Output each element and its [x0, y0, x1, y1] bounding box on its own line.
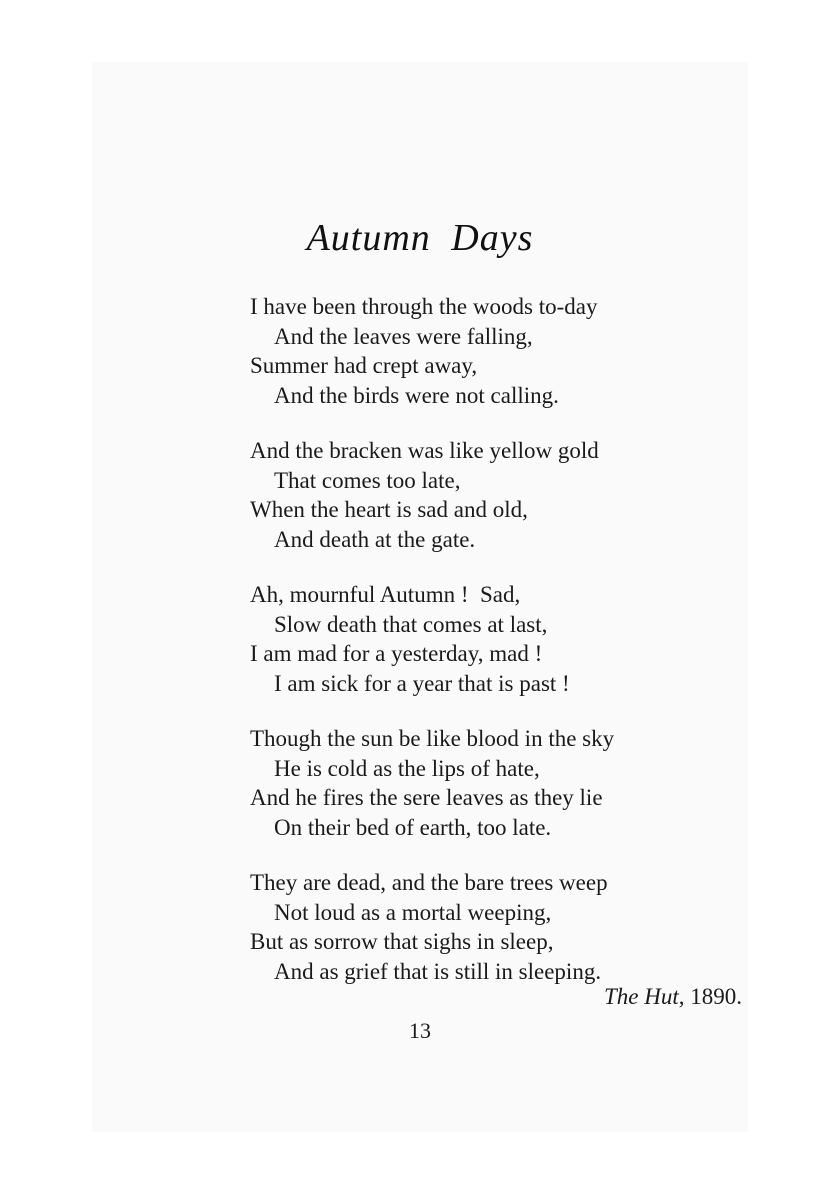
poem-title: Autumn Days: [306, 217, 534, 259]
poem-line: And the bracken was like yellow gold: [250, 438, 599, 463]
poem-line: And the leaves were falling,: [274, 323, 533, 349]
stanza-3: [250, 580, 730, 698]
stanza-1: [250, 292, 730, 410]
poem-line: And he fires the sere leaves as they lie: [250, 785, 603, 810]
stanza-5: [250, 868, 730, 986]
poem-line: I am sick for a year that is past !: [274, 670, 570, 696]
poem-line: When the heart is sad and old,: [250, 497, 528, 522]
poem-line: They are dead, and the bare trees weep: [250, 870, 608, 895]
poem-line: Slow death that comes at last,: [274, 611, 548, 637]
signature-place: The Hut: [604, 984, 679, 1009]
signature-year: 1890.: [690, 984, 742, 1009]
stanza-4: [250, 724, 730, 842]
stanza-2: [250, 436, 730, 554]
poem-line: That comes too late,: [274, 467, 461, 493]
poem-line: Though the sun be like blood in the sky: [250, 726, 615, 751]
poem-line: And the birds were not calling.: [274, 382, 559, 408]
signature: [604, 984, 742, 1010]
poem-line: But as sorrow that sighs in sleep,: [250, 929, 554, 954]
signature-separator: ,: [678, 984, 691, 1009]
poem-line: Ah, mournful Autumn ! Sad,: [250, 582, 521, 607]
page-number: 13: [409, 1018, 431, 1043]
poem-line: I have been through the woods to-day: [250, 294, 598, 319]
poem-line: And as grief that is still in sleeping.: [274, 958, 602, 984]
poem-line: And death at the gate.: [274, 526, 476, 552]
poem-line: Summer had crept away,: [250, 353, 478, 378]
poem-line: He is cold as the lips of hate,: [274, 755, 540, 781]
poem-line: I am mad for a yesterday, mad !: [250, 641, 543, 666]
poem-line: On their bed of earth, too late.: [274, 814, 552, 840]
poem-body: [250, 292, 730, 1012]
poem-line: Not loud as a mortal weeping,: [274, 899, 552, 925]
